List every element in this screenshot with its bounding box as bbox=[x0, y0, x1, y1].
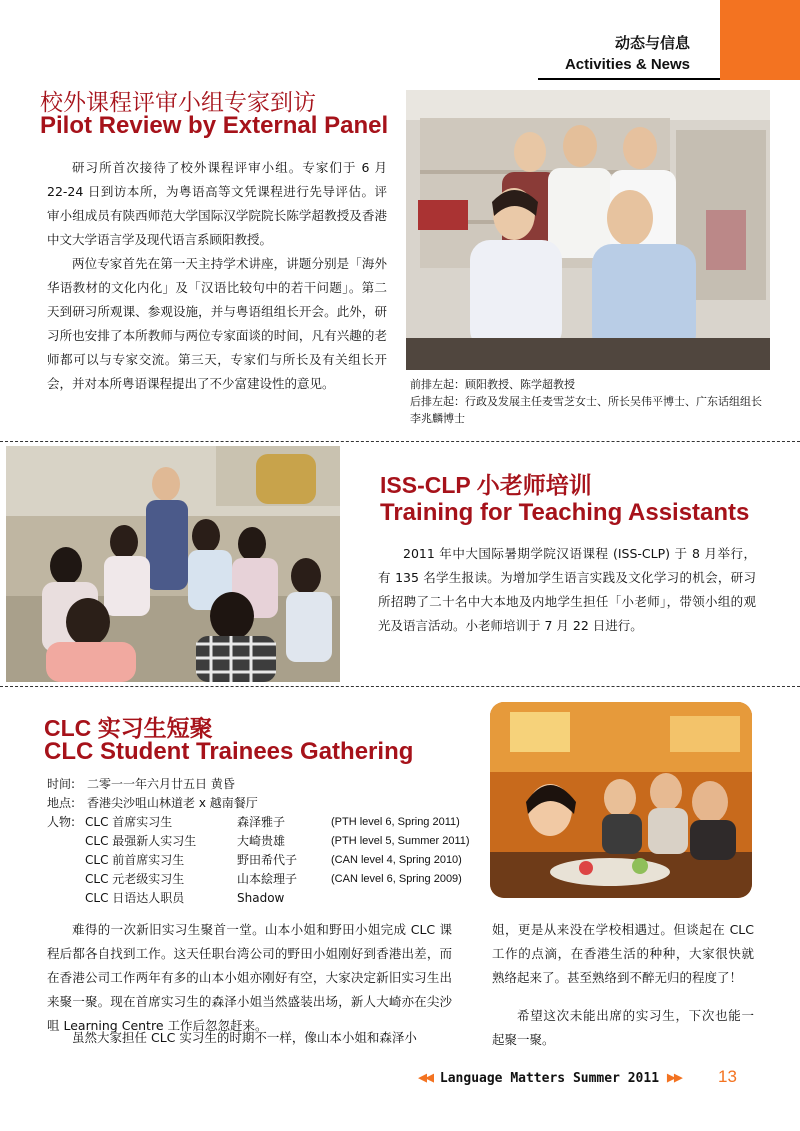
person-level: (PTH level 6, Spring 2011) bbox=[331, 816, 460, 828]
article1-paragraph-1: 研习所首次接待了校外课程评审小组。专家们于 6 月 22-24 日到访本所，为粤语高等文凭课程进行先导评估。评审小组成员有陕西师范大学国际汉学院院长陈学超教授及香港中文大学语言学及现代语言系顾阳教授。 bbox=[47, 160, 387, 247]
article2-title-cn: ISS-CLP 小老师培训 bbox=[380, 472, 592, 498]
section-divider-1 bbox=[0, 441, 800, 442]
article1-paragraph-2: 两位专家首先在第一天主持学术讲座，讲题分别是「海外华语教材的文化内化」及「汉语比较句中的若干问题」。第二天到研习所观课、参观设施，并与粤语组组长开会。此外，研习所也安排了本所教师与两位专家面谈的时间，凡有兴趣的老师都可以与专家交流。第三天，专家们与所长及有关组长开会，并对本所粤语课程提出了不少富建设性的意见。 bbox=[47, 256, 387, 391]
event-details bbox=[47, 775, 487, 908]
header-rule bbox=[538, 78, 720, 80]
person-name: 森泽雅子 bbox=[237, 815, 286, 829]
person-level: (CAN level 6, Spring 2009) bbox=[331, 873, 462, 885]
person-name: Shadow bbox=[237, 891, 285, 905]
article3-paragraph-2: 虽然大家担任 CLC 实习生的时期不一样，像山本小姐和森泽小 bbox=[72, 1030, 417, 1045]
people-row bbox=[47, 832, 487, 851]
footer-running-title bbox=[418, 1068, 681, 1086]
article3-paragraph-1: 难得的一次新旧实习生聚首一堂。山本小姐和野田小姐完成 CLC 课程后都各自找到工作。这天任职台湾公司的野田小姐刚好到香港出差，而在香港公司工作两年有多的山本小姐亦刚好有空，大家决定新旧实习生出来聚一聚。现在首席实习生的森泽小姐当然盛装出场，新人大崎亦在尖沙咀 Learning Centre 工作后忽忽赶来。 bbox=[47, 922, 452, 1033]
person-level: (PTH level 5, Summer 2011) bbox=[331, 835, 470, 847]
person-role: CLC 前首席实习生 bbox=[85, 853, 185, 867]
article1-caption-line-1: 前排左起：顾阳教授、陈学超教授 bbox=[410, 378, 575, 391]
event-time-row bbox=[47, 775, 487, 794]
training-photo bbox=[6, 446, 340, 682]
article2-title-en: Training for Teaching Assistants bbox=[380, 499, 750, 526]
article3-title-en: CLC Student Trainees Gathering bbox=[44, 738, 414, 765]
article3-paragraph-4: 希望这次未能出席的实习生，下次也能一起聚一聚。 bbox=[492, 1008, 754, 1047]
person-role: CLC 最强新人实习生 bbox=[85, 834, 197, 848]
footer-text: Language Matters Summer 2011 bbox=[439, 1071, 660, 1086]
article1-caption-line-2: 后排左起：行政及发展主任麦雪芝女士、所长吴伟平博士、广东话组组长李兆麟博士 bbox=[410, 395, 762, 425]
article3-paragraph-3: 姐，更是从来没在学校相遇过。但谈起在 CLC 工作的点滴，在香港生活的种种，大家很快就熟络起来了。甚至熟络到不醉无归的程度了！ bbox=[492, 922, 754, 985]
article2-paragraph: 2011 年中大国际暑期学院汉语课程 (ISS-CLP) 于 8 月举行，有 135 名学生报读。为增加学生语言实践及文化学习的机会，研习所招聘了二十名中大本地及内地学生担任「小老师」，带领小组的观光及语言活动。小老师培训于 7 月 22 日进行。 bbox=[378, 546, 756, 633]
article3-title-cn: CLC 实习生短聚 bbox=[44, 715, 213, 741]
people-row bbox=[47, 851, 487, 870]
people-row bbox=[47, 889, 487, 908]
header-accent-block bbox=[720, 0, 800, 80]
footer-left-arrows: ◀◀ bbox=[418, 1068, 433, 1086]
person-name: 山本絵理子 bbox=[237, 872, 298, 886]
time-value: 二零一一年六月廿五日 黄昏 bbox=[87, 777, 235, 791]
person-role: CLC 元老级实习生 bbox=[85, 872, 185, 886]
place-label: 地点: bbox=[47, 796, 76, 810]
person-level: (CAN level 4, Spring 2010) bbox=[331, 854, 462, 866]
people-label: 人物: bbox=[47, 815, 76, 829]
section-divider-2 bbox=[0, 686, 800, 687]
time-label: 时间: bbox=[47, 777, 76, 791]
section-title-en: Activities & News bbox=[564, 56, 690, 73]
person-role: CLC 首席实习生 bbox=[85, 815, 173, 829]
page-number: 13 bbox=[718, 1067, 737, 1086]
people-row bbox=[47, 813, 487, 832]
article1-title-en: Pilot Review by External Panel bbox=[40, 112, 389, 139]
panel-group-photo bbox=[406, 90, 770, 370]
person-name: 大崎贵雄 bbox=[237, 834, 286, 848]
section-title-cn: 动态与信息 bbox=[614, 34, 690, 52]
person-role: CLC 日语达人职员 bbox=[85, 891, 185, 905]
place-value: 香港尖沙咀山林道老 x 越南餐厅 bbox=[87, 796, 258, 810]
footer-right-arrows: ▶▶ bbox=[666, 1068, 681, 1086]
event-place-row bbox=[47, 794, 487, 813]
gathering-photo bbox=[490, 702, 752, 898]
person-name: 野田希代子 bbox=[237, 853, 298, 867]
article1-title-cn: 校外课程评审小组专家到访 bbox=[40, 90, 316, 116]
people-row bbox=[47, 870, 487, 889]
